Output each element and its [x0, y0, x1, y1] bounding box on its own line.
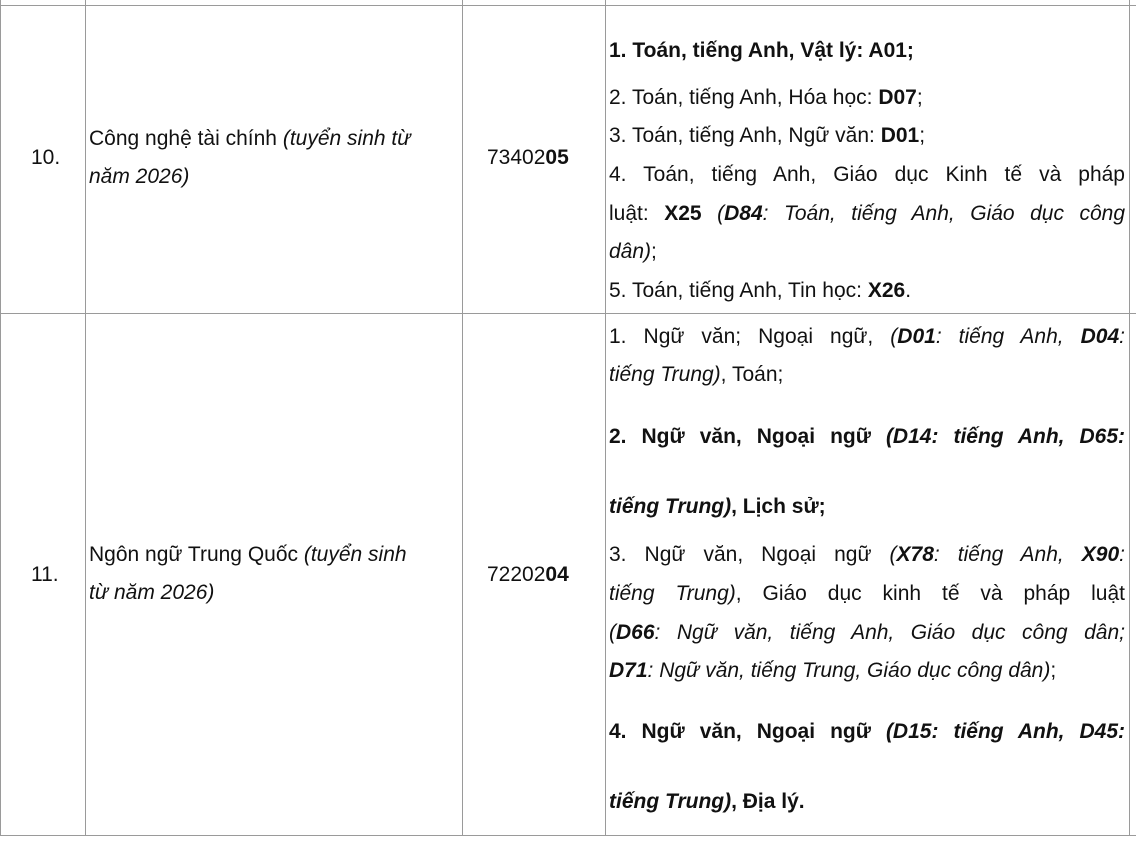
major-code	[487, 139, 569, 177]
combo-text: (	[889, 543, 897, 566]
row-index: 11.	[31, 563, 59, 586]
combo-3	[609, 117, 1125, 155]
combo-code: D01	[897, 325, 936, 348]
combo-2-line-2	[609, 488, 1125, 526]
col-border-1	[85, 0, 86, 836]
major-name	[89, 120, 461, 196]
col-border-right	[1129, 0, 1130, 836]
combo-text: , Địa lý.	[731, 790, 805, 813]
combo-text: :	[1119, 325, 1126, 348]
combo-code: D04	[1080, 325, 1120, 348]
combo-text: dân)	[609, 240, 652, 263]
major-title: Ngôn ngữ Trung Quốc	[89, 543, 299, 566]
combo-text: tiếng Trung)	[609, 363, 721, 386]
combo-code: D84	[724, 202, 763, 225]
col-border-left	[0, 0, 1, 836]
row-border-bottom	[0, 835, 1136, 836]
combo-end: ;	[1050, 659, 1057, 682]
combo-text: , Giáo dục kinh tế và pháp luật	[735, 582, 1125, 605]
combo-4-line-3	[609, 233, 1125, 271]
combo-text: : tiếng Anh,	[933, 543, 1082, 566]
combo-code: X25	[664, 202, 702, 225]
combo-text: tiếng Trung)	[609, 495, 732, 518]
combo-1	[609, 32, 1125, 70]
code-suffix: 05	[545, 146, 569, 169]
combo-code: D66	[616, 621, 655, 644]
combo-end: ;	[916, 86, 923, 109]
code-prefix: 73402	[487, 146, 546, 169]
combo-text: (D14: tiếng Anh, D65:	[885, 425, 1125, 448]
combo-3-line-2	[609, 575, 1125, 613]
combo-text: luật:	[609, 202, 665, 225]
combo-text: 1. Toán, tiếng Anh, Vật lý: A01;	[609, 39, 914, 62]
combo-text: : tiếng Anh,	[935, 325, 1081, 348]
combo-4-line-1	[609, 156, 1125, 194]
combo-5	[609, 272, 1125, 310]
major-note: (tuyển sinh từ	[282, 127, 411, 150]
row-border-top	[0, 5, 1136, 6]
row-border-middle	[0, 313, 1136, 314]
combo-code: X90	[1081, 543, 1120, 566]
combo-text: 3. Toán, tiếng Anh, Ngữ văn:	[609, 124, 881, 147]
major-title: Công nghệ tài chính	[89, 127, 277, 150]
major-code	[487, 556, 569, 594]
combo-text: 4. Ngữ văn, Ngoại ngữ	[609, 720, 886, 743]
major-note: (tuyển sinh	[303, 543, 407, 566]
combo-text: (	[701, 202, 725, 225]
combo-text: tiếng Trung)	[609, 790, 732, 813]
combo-text: , Toán;	[720, 363, 784, 386]
combo-1-line-1	[609, 318, 1125, 356]
combo-end: .	[905, 279, 912, 302]
combo-text: 2. Ngữ văn, Ngoại ngữ	[609, 425, 886, 448]
combo-text: : Ngữ văn, tiếng Trung, Giáo dục công dân)	[647, 659, 1051, 682]
combo-1-line-2	[609, 356, 1125, 394]
combo-text: : Toán, tiếng Anh, Giáo dục công	[762, 202, 1126, 225]
major-name	[89, 536, 461, 612]
combo-code: D07	[878, 86, 917, 109]
combo-text: :	[1119, 543, 1125, 566]
combo-text: (D15: tiếng Anh, D45:	[885, 720, 1125, 743]
code-prefix: 72202	[487, 563, 546, 586]
combo-4-line-2	[609, 783, 1125, 821]
major-note-cont: từ năm 2026)	[89, 581, 215, 604]
combo-3-line-4	[609, 652, 1125, 690]
combo-3-line-1	[609, 536, 1125, 574]
combo-text: 4. Toán, tiếng Anh, Giáo dục Kinh tế và pháp	[609, 163, 1125, 186]
combo-4-line-2	[609, 195, 1125, 233]
combo-4-line-1	[609, 713, 1125, 751]
combo-code: D01	[880, 124, 920, 147]
combo-text: tiếng Trung)	[609, 582, 736, 605]
code-suffix: 04	[545, 563, 569, 586]
col-border-2	[462, 0, 463, 836]
combo-3-line-3	[609, 614, 1125, 652]
combo-end: ;	[651, 240, 657, 263]
combo-code: X78	[896, 543, 934, 566]
combo-text: 2. Toán, tiếng Anh, Hóa học:	[609, 86, 879, 109]
combo-2	[609, 79, 1125, 117]
major-note-cont: năm 2026)	[89, 165, 190, 188]
combo-text: 1. Ngữ văn; Ngoại ngữ,	[609, 325, 891, 348]
row-index: 10.	[31, 146, 61, 169]
combo-text: (	[609, 621, 616, 644]
combo-text: , Lịch sử;	[731, 495, 826, 518]
combo-code: X26	[867, 279, 906, 302]
combo-text: 3. Ngữ văn, Ngoại ngữ	[609, 543, 890, 566]
col-border-3	[605, 0, 606, 836]
combo-2-line-1	[609, 418, 1125, 456]
combo-text: 5. Toán, tiếng Anh, Tin học:	[609, 279, 868, 302]
combo-end: ;	[919, 124, 926, 147]
combo-text: (	[890, 325, 898, 348]
combo-code: D71	[609, 659, 648, 682]
combo-text: : Ngữ văn, tiếng Anh, Giáo dục công dân;	[654, 621, 1125, 644]
